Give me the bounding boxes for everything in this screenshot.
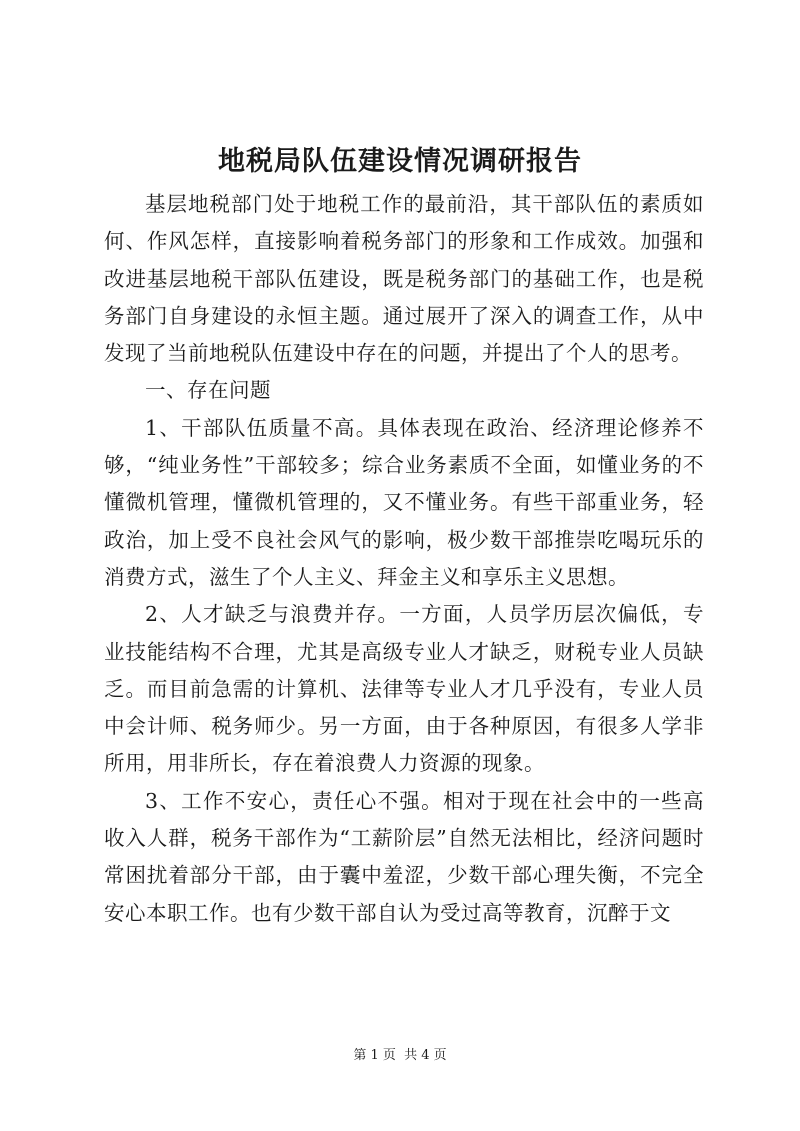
problem-paragraph-3: 3、工作不安心，责任心不强。相对于现在社会中的一些高收入人群，税务干部作为“工薪阶层”自然无法相比，经济问题时常困扰着部分干部，由于囊中羞涩，少数干部心理失衡，不完全安心本职工作。也有少数干部自认为受过高等教育，沉醉于文 xyxy=(104,788,704,925)
page-footer xyxy=(0,1046,800,1066)
page-total: 共 4 页 xyxy=(404,1048,447,1063)
page-number: 第 1 页 xyxy=(353,1048,396,1063)
section-heading-problems: 一、存在问题 xyxy=(145,378,271,403)
document-body xyxy=(104,186,704,932)
problem-paragraph-1: 1、干部队伍质量不高。具体表现在政治、经济理论修养不够，“纯业务性”干部较多；综合业务素质不全面，如懂业务的不懂微机管理，懂微机管理的，又不懂业务。有些干部重业务，轻政治，加上受不良社会风气的影响，极少数干部推崇吃喝玩乐的消费方式，滋生了个人主义、拜金主义和享乐主义思想。 xyxy=(104,415,704,589)
document-title: 地税局队伍建设情况调研报告 xyxy=(218,146,582,177)
problem-paragraph-2: 2、人才缺乏与浪费并存。一方面，人员学历层次偏低，专业技能结构不合理，尤其是高级专业人才缺乏，财税专业人员缺乏。而目前急需的计算机、法律等专业人才几乎没有，专业人员中会计师、税务师少。另一方面，由于各种原因，有很多人学非所用，用非所长，存在着浪费人力资源的现象。 xyxy=(104,602,704,776)
intro-paragraph: 基层地税部门处于地税工作的最前沿，其干部队伍的素质如何、作风怎样，直接影响着税务部门的形象和工作成效。加强和改进基层地税干部队伍建设，既是税务部门的基础工作，也是税务部门自身建设的永恒主题。通过展开了深入的调查工作，从中发现了当前地税队伍建设中存在的问题，并提出了个人的思考。 xyxy=(104,192,704,366)
